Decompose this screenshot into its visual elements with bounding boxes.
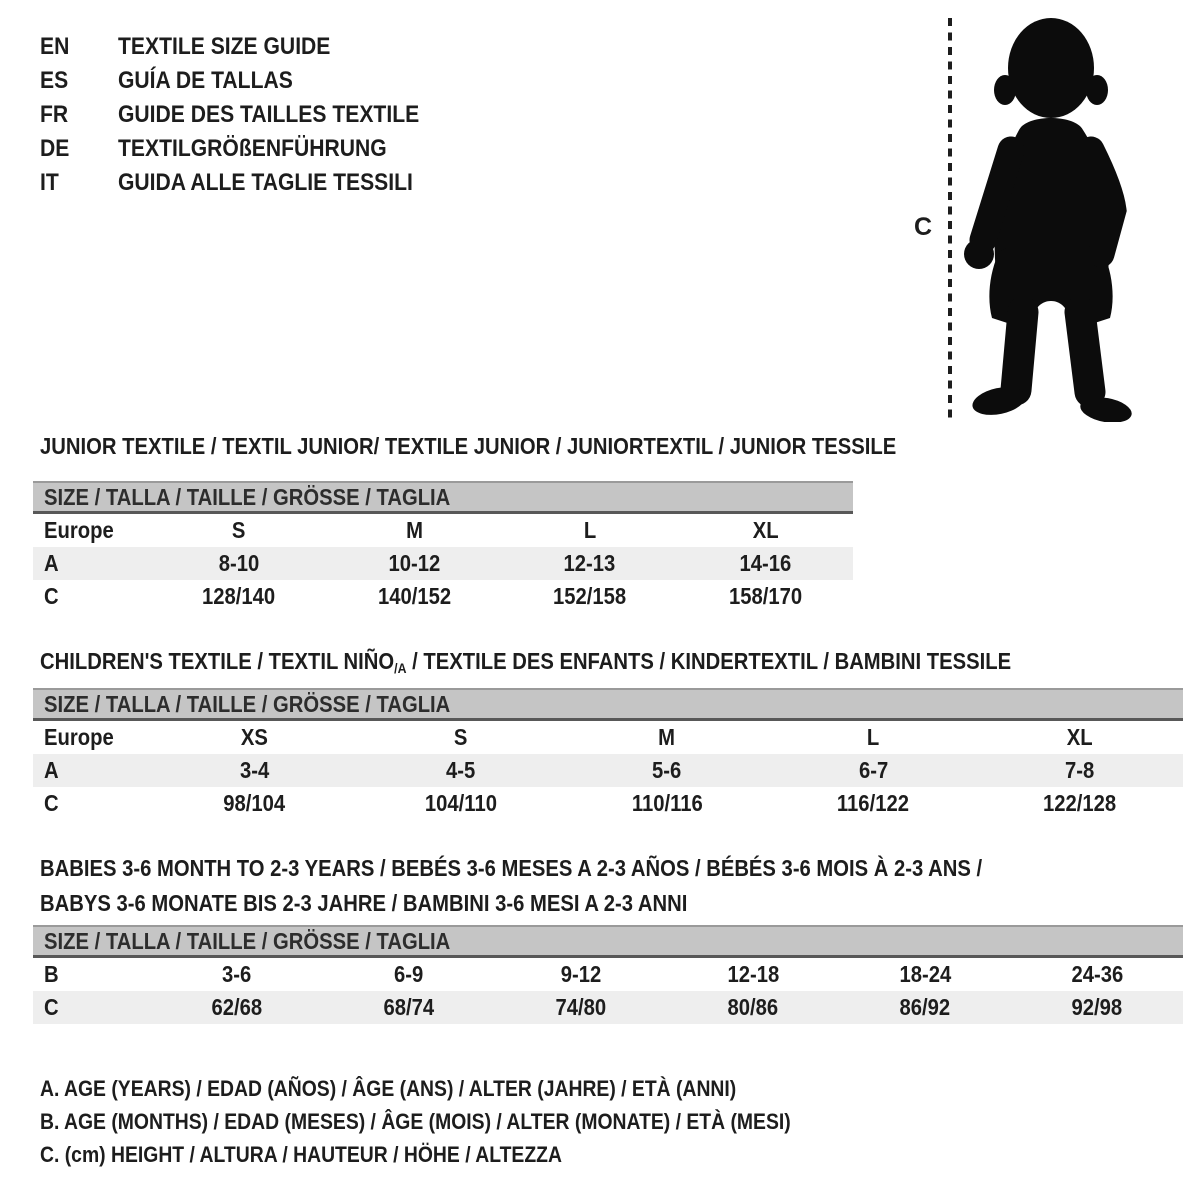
language-label: GUIDE DES TAILLES TEXTILE	[118, 101, 420, 128]
table-cell	[1011, 994, 1183, 1021]
children-section-title	[40, 648, 1144, 676]
children-size-table	[33, 688, 1183, 820]
height-value: 158/170	[728, 583, 802, 609]
children-title-part2: / TEXTILE DES ENFANTS / KINDERTEXTIL / BAMBINI TESSILE	[406, 648, 1012, 674]
table-row-age	[33, 754, 1183, 787]
row-label-text: C	[44, 994, 59, 1020]
table-cell	[977, 724, 1183, 751]
table-cell	[564, 757, 770, 784]
size-header-bar	[33, 688, 1183, 721]
language-list	[40, 30, 460, 200]
row-label	[33, 724, 151, 751]
size-value: S	[231, 517, 246, 543]
table-cell	[1011, 961, 1183, 988]
language-code-text: DE	[40, 135, 70, 162]
size-header-bar	[33, 481, 853, 514]
table-cell	[770, 757, 976, 784]
table-row-months	[33, 958, 1183, 991]
height-value: 122/128	[1043, 790, 1117, 816]
row-label-text: A	[44, 550, 59, 576]
size-value: XS	[240, 724, 268, 750]
babies-size-table	[33, 925, 1183, 1024]
height-value: 110/116	[631, 790, 703, 816]
age-value: 6-7	[858, 757, 889, 783]
language-code-text: EN	[40, 33, 70, 60]
size-value: XL	[752, 517, 779, 543]
age-value: 4-5	[445, 757, 476, 783]
height-value: 140/152	[377, 583, 451, 609]
legend-b-text: B. AGE (MONTHS) / EDAD (MESES) / ÂGE (MOIS) / ALTER (MONATE) / ETÀ (MESI)	[40, 1109, 791, 1134]
language-label: TEXTILGRÖßENFÜHRUNG	[118, 135, 387, 162]
height-value: 116/122	[837, 790, 910, 816]
row-label	[33, 517, 151, 544]
language-row-it	[40, 166, 460, 200]
table-cell	[151, 790, 357, 817]
table-cell	[151, 961, 323, 988]
table-cell	[770, 790, 976, 817]
age-value: 5-6	[652, 757, 682, 783]
row-label-text: B	[44, 961, 59, 987]
age-value: 8-10	[218, 550, 260, 576]
measurement-legend	[40, 1072, 893, 1171]
language-code-text: ES	[40, 67, 69, 94]
language-code	[40, 166, 118, 200]
table-cell	[678, 550, 854, 577]
size-header-text: SIZE / TALLA / TAILLE / GRÖSSE / TAGLIA	[44, 691, 451, 717]
language-code	[40, 30, 118, 64]
row-label	[33, 961, 151, 988]
table-cell	[327, 550, 503, 577]
row-label-text: Europe	[44, 724, 114, 750]
months-value: 6-9	[394, 961, 424, 987]
table-cell	[357, 790, 563, 817]
size-value: XL	[1066, 724, 1093, 750]
table-cell	[151, 757, 357, 784]
language-code-text: FR	[40, 101, 69, 128]
table-row-height	[33, 580, 853, 613]
row-label	[33, 550, 151, 577]
height-dashed-line	[946, 18, 954, 418]
size-value: M	[405, 517, 423, 543]
table-row-europe	[33, 721, 1183, 754]
table-row-height	[33, 787, 1183, 820]
table-row-age	[33, 547, 853, 580]
size-value: L	[867, 724, 880, 750]
language-code	[40, 132, 118, 166]
legend-row-a	[40, 1072, 893, 1105]
legend-a-text: A. AGE (YEARS) / EDAD (AÑOS) / ÂGE (ANS) / ALTER (JAHRE) / ETÀ (ANNI)	[40, 1076, 737, 1101]
table-cell	[502, 517, 678, 544]
language-label: TEXTILE SIZE GUIDE	[118, 33, 331, 60]
language-row-fr	[40, 98, 460, 132]
height-value: 104/110	[424, 790, 497, 816]
legend-row-c	[40, 1138, 893, 1171]
table-cell	[667, 961, 839, 988]
language-code	[40, 98, 118, 132]
size-header-text: SIZE / TALLA / TAILLE / GRÖSSE / TAGLIA	[44, 928, 451, 954]
height-value: 92/98	[1071, 994, 1123, 1020]
children-title-text	[40, 648, 1011, 676]
language-code-text: IT	[40, 169, 59, 196]
table-cell	[977, 757, 1183, 784]
language-row-en	[40, 30, 460, 64]
figure-height-label: C	[914, 213, 933, 241]
table-cell	[839, 994, 1011, 1021]
table-cell	[495, 994, 667, 1021]
junior-section-title	[40, 433, 1013, 460]
row-label	[33, 994, 151, 1021]
table-cell	[678, 583, 854, 610]
baby-silhouette-icon	[963, 14, 1141, 422]
months-value: 24-36	[1071, 961, 1123, 987]
language-label: GUÍA DE TALLAS	[118, 67, 293, 94]
table-cell	[323, 961, 495, 988]
table-cell	[977, 790, 1183, 817]
children-title-part1: CHILDREN'S TEXTILE / TEXTIL NIÑO	[40, 648, 395, 674]
size-value: S	[453, 724, 468, 750]
row-label-text: A	[44, 757, 59, 783]
table-cell	[151, 517, 327, 544]
table-cell	[564, 724, 770, 751]
table-cell	[839, 961, 1011, 988]
table-cell	[502, 550, 678, 577]
age-value: 3-4	[239, 757, 269, 783]
row-label-text: C	[44, 583, 59, 609]
size-header-bar	[33, 925, 1183, 958]
legend-row-b	[40, 1105, 893, 1138]
age-value: 14-16	[739, 550, 792, 576]
months-value: 12-18	[727, 961, 779, 987]
months-value: 9-12	[560, 961, 602, 987]
row-label	[33, 757, 151, 784]
age-value: 7-8	[1065, 757, 1095, 783]
age-value: 12-13	[563, 550, 616, 576]
children-title-subscript: /A	[394, 660, 407, 676]
table-cell	[678, 517, 854, 544]
babies-section-title	[40, 851, 1111, 921]
table-cell	[357, 757, 563, 784]
table-cell	[564, 790, 770, 817]
months-value: 3-6	[222, 961, 252, 987]
age-value: 10-12	[388, 550, 441, 576]
language-code	[40, 64, 118, 98]
junior-title-text: JUNIOR TEXTILE / TEXTIL JUNIOR/ TEXTILE JUNIOR / JUNIORTEXTIL / JUNIOR TESSILE	[40, 433, 897, 459]
height-value: 86/92	[899, 994, 951, 1020]
height-value: 68/74	[383, 994, 435, 1020]
junior-size-table	[33, 481, 853, 613]
language-label: GUIDA ALLE TAGLIE TESSILI	[118, 169, 413, 196]
legend-c-text: C. (cm) HEIGHT / ALTURA / HAUTEUR / HÖHE / ALTEZZA	[40, 1142, 562, 1167]
table-cell	[770, 724, 976, 751]
months-value: 18-24	[899, 961, 951, 987]
language-row-es	[40, 64, 460, 98]
height-value: 128/140	[202, 583, 276, 609]
table-cell	[151, 994, 323, 1021]
size-value: M	[658, 724, 676, 750]
babies-title-line2: BABYS 3-6 MONATE BIS 2-3 JAHRE / BAMBINI 3-6 MESI A 2-3 ANNI	[40, 890, 688, 916]
table-cell	[357, 724, 563, 751]
size-value: L	[583, 517, 596, 543]
height-value: 80/86	[727, 994, 779, 1020]
babies-title-line1: BABIES 3-6 MONTH TO 2-3 YEARS / BEBÉS 3-6 MESES A 2-3 AÑOS / BÉBÉS 3-6 MOIS À 2-3 ANS /	[40, 855, 983, 881]
height-value: 74/80	[555, 994, 607, 1020]
height-value: 98/104	[223, 790, 286, 816]
row-label	[33, 790, 151, 817]
size-header-text: SIZE / TALLA / TAILLE / GRÖSSE / TAGLIA	[44, 484, 451, 510]
height-value: 62/68	[211, 994, 263, 1020]
height-value: 152/158	[553, 583, 627, 609]
row-label	[33, 583, 151, 610]
table-cell	[151, 583, 327, 610]
table-row-europe	[33, 514, 853, 547]
table-cell	[151, 724, 357, 751]
language-row-de	[40, 132, 460, 166]
table-row-height	[33, 991, 1183, 1024]
table-cell	[327, 517, 503, 544]
table-cell	[151, 550, 327, 577]
row-label-text: C	[44, 790, 59, 816]
table-cell	[667, 994, 839, 1021]
row-label-text: Europe	[44, 517, 114, 543]
table-cell	[323, 994, 495, 1021]
table-cell	[502, 583, 678, 610]
table-cell	[495, 961, 667, 988]
table-cell	[327, 583, 503, 610]
